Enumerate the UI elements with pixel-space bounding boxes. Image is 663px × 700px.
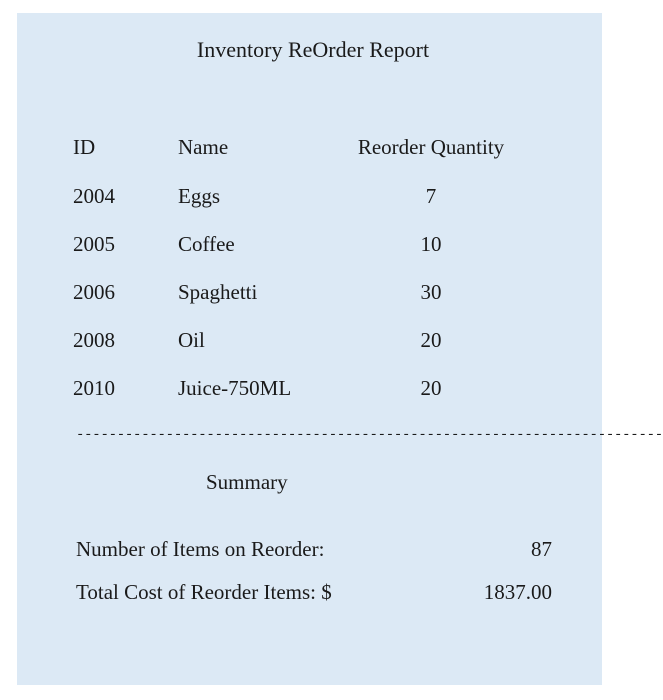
item-name-cell: Spaghetti — [178, 279, 258, 304]
summary-cost-row — [76, 578, 552, 606]
items-on-reorder-value: 87 — [531, 536, 552, 561]
table-row — [73, 172, 524, 220]
reorder-table — [73, 122, 524, 412]
column-header-reorder-quantity: Reorder Quantity — [357, 134, 505, 159]
item-name-cell: Coffee — [178, 231, 235, 256]
table-header-row — [73, 122, 524, 172]
column-header-name: Name — [178, 134, 229, 159]
item-id-cell: 2004 — [73, 183, 115, 208]
item-quantity-cell: 30 — [420, 279, 442, 304]
item-quantity-cell: 7 — [425, 183, 437, 208]
item-id-cell: 2006 — [73, 279, 115, 304]
total-cost-label: Total Cost of Reorder Items: $ — [76, 579, 332, 604]
table-row — [73, 364, 524, 412]
total-cost-value: 1837.00 — [483, 579, 552, 604]
column-header-id: ID — [73, 134, 96, 159]
item-id-cell: 2005 — [73, 231, 115, 256]
report-title: Inventory ReOrder Report — [196, 37, 430, 62]
item-quantity-cell: 20 — [420, 375, 442, 400]
item-quantity-cell: 10 — [420, 231, 442, 256]
item-name-cell: Eggs — [178, 183, 220, 208]
table-row — [73, 220, 524, 268]
item-quantity-cell: 20 — [420, 327, 442, 352]
item-name-cell: Oil — [178, 327, 205, 352]
item-name-cell: Juice-750ML — [178, 375, 292, 400]
summary-items-row — [76, 535, 552, 563]
items-on-reorder-label: Number of Items on Reorder: — [76, 536, 325, 561]
dashed-divider: ------------------------------------------------------------------------ — [76, 427, 663, 443]
item-id-cell: 2008 — [73, 327, 115, 352]
table-row — [73, 316, 524, 364]
table-row — [73, 268, 524, 316]
summary-heading: Summary — [206, 470, 288, 494]
item-id-cell: 2010 — [73, 375, 115, 400]
